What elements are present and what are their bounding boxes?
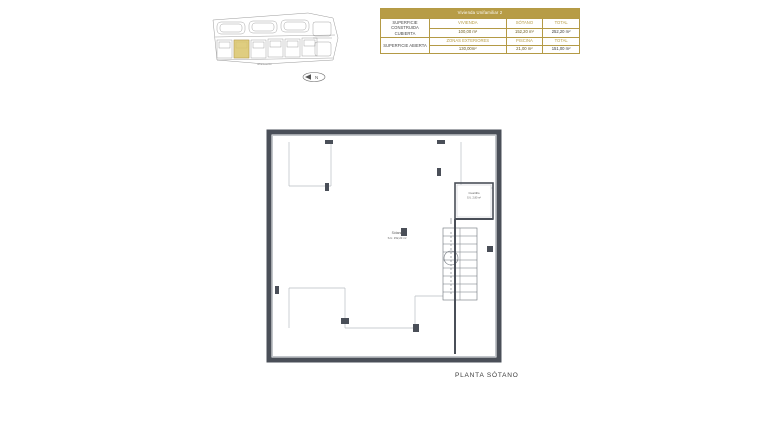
room-label-cuartillo: Cuartillo [468, 191, 480, 195]
svg-text:N: N [315, 74, 319, 80]
table-title: Vivienda Unifamiliar 2 [381, 9, 580, 19]
header-vivienda: VIVIENDA [430, 18, 507, 28]
floor-plan-caption: PLANTA SÓTANO [455, 372, 519, 379]
site-plan-street-label: urbanización [257, 63, 272, 66]
value-piscina: 21,00 m² [506, 46, 543, 54]
header-total-2: TOTAL [543, 38, 580, 46]
service-room-cuartillo [455, 183, 493, 219]
room-area-cuartillo: S.U. 2,80 m² [466, 196, 482, 200]
room-label-sotano: Sótano [391, 231, 403, 235]
site-plan-thumbnail [205, 8, 355, 68]
room-area-sotano: S.U. 152,20 m² [387, 236, 407, 240]
staircase [443, 228, 477, 300]
header-total-1: TOTAL [543, 18, 580, 28]
highlighted-plot [234, 40, 249, 58]
north-arrow-icon [298, 70, 330, 84]
value-total-covered: 252,20 m² [543, 28, 580, 38]
value-vivienda: 100,00 m² [430, 28, 507, 38]
row-label-covered: SUPERFICIE CONSTRUIDA CUBIERTA [381, 18, 430, 37]
table-title-row [381, 9, 580, 19]
basement-floor-plan [265, 128, 509, 368]
value-total-open: 151,00 m² [543, 46, 580, 54]
surface-area-table [380, 8, 580, 54]
header-zonas-exteriores: ZONAS EXTERIORES [430, 38, 507, 46]
row-label-open: SUPERFICIE ABIERTA [381, 38, 430, 54]
table-header-row-2 [381, 38, 580, 46]
value-sotano: 152,20 m² [506, 28, 543, 38]
header-sotano: SÓTANO [506, 18, 543, 28]
table-header-row-1 [381, 18, 580, 28]
header-piscina: PISCINA [506, 38, 543, 46]
value-zonas-exteriores: 130,00m² [430, 46, 507, 54]
